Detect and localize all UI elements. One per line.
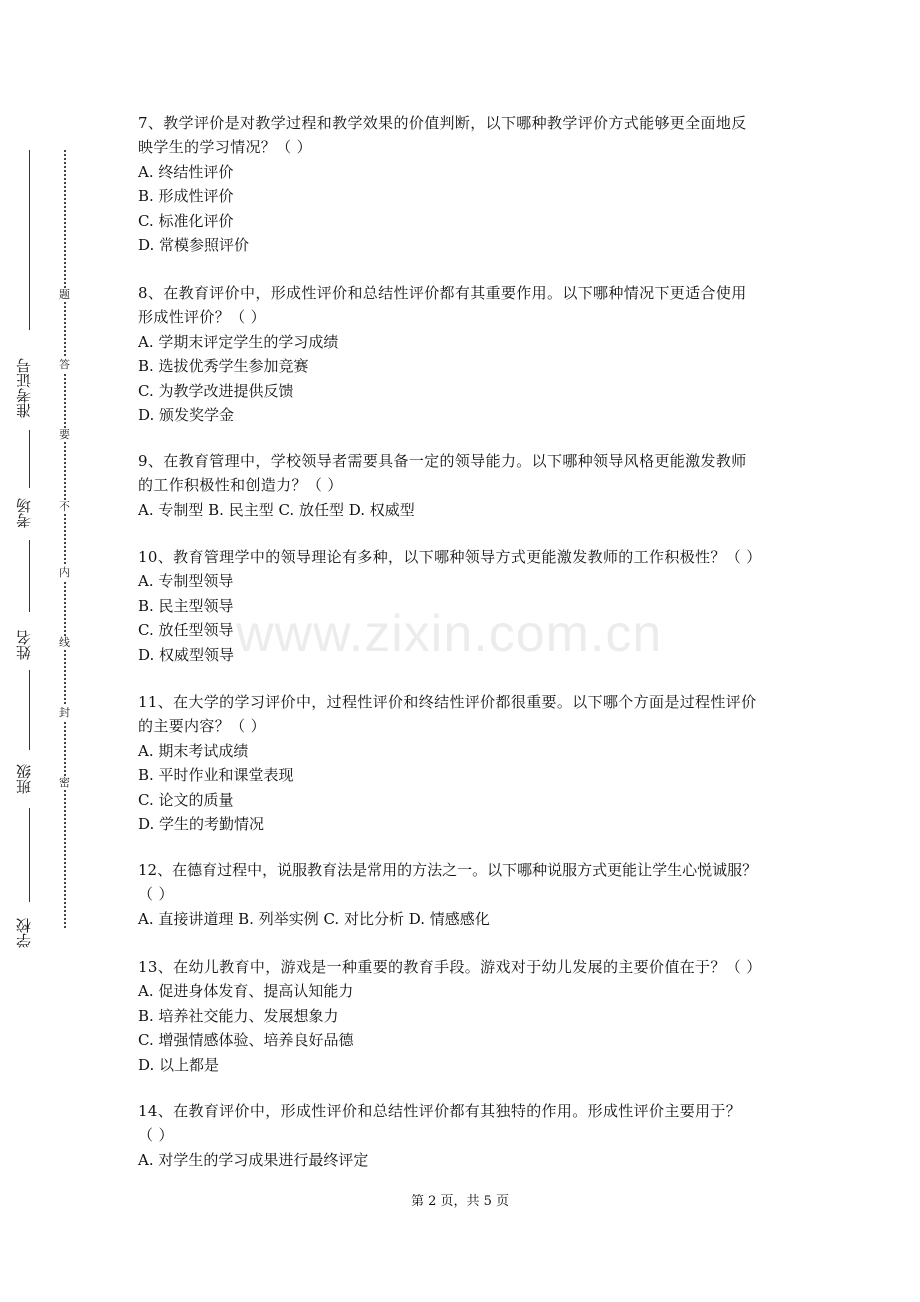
seal-char: 内 (59, 566, 70, 579)
question-14 (138, 1099, 798, 1172)
class-underline (29, 670, 30, 750)
exam-id-underline (29, 150, 30, 330)
seal-char: 题 (59, 288, 70, 301)
question-11 (138, 690, 798, 836)
option: D. 颁发奖学金 (138, 405, 235, 424)
school-underline (29, 808, 30, 902)
exam-room-underline (29, 430, 30, 488)
question-13 (138, 955, 798, 1077)
binding-margin (0, 0, 80, 1302)
exam-id-label: 准考证号 (15, 358, 33, 418)
option: D. 学生的考勤情况 (138, 814, 265, 833)
question-10 (138, 545, 798, 667)
exam-room-label: 考场 (15, 498, 33, 528)
option: B. 形成性评价 (138, 187, 234, 206)
question-stem: 9、在教育管理中，学校领导者需要具备一定的领导能力。以下哪种领导风格更能激发教师 (138, 452, 747, 470)
question-stem: 12、在德育过程中，说服教育法是常用的方法之一。以下哪种说服方式更能让学生心悦诚服？ (138, 861, 758, 879)
question-12 (138, 858, 798, 931)
seal-char: 线 (59, 636, 70, 649)
question-stem: 8、在教育评价中，形成性评价和总结性评价都有其重要作用。以下哪种情况下更适合使用 (138, 284, 747, 302)
question-stem: （ ） (138, 1126, 174, 1145)
option: B. 民主型领导 (138, 596, 234, 615)
page-footer: 第 2 页，共 5 页 (410, 1194, 510, 1209)
option: A. 终结性评价 (138, 162, 234, 181)
option: D. 常模参照评价 (138, 235, 250, 254)
watermark: www.zixin.com.cn (236, 605, 663, 663)
option: C. 标准化评价 (138, 211, 234, 230)
seal-dotted-line (64, 150, 66, 928)
seal-char: 封 (59, 706, 70, 719)
question-stem: 形成性评价？（ ） (138, 308, 266, 327)
question-stem: 10、教育管理学中的领导理论有多种，以下哪种领导方式更能激发教师的工作积极性？（ ） (138, 548, 762, 566)
option: A. 专制型 B. 民主型 C. 放任型 D. 权威型 (138, 500, 415, 519)
option: D. 以上都是 (138, 1055, 220, 1074)
question-stem: 14、在教育评价中，形成性评价和总结性评价都有其独特的作用。形成性评价主要用于？ (138, 1102, 742, 1120)
option: B. 平时作业和课堂表现 (138, 766, 294, 785)
question-stem: 7、教学评价是对教学过程和教学效果的价值判断，以下哪种教学评价方式能够更全面地反 (138, 114, 747, 132)
seal-char: 要 (59, 428, 70, 441)
question-stem: 的工作积极性和创造力？（ ） (138, 476, 343, 495)
seal-char: 密 (59, 776, 70, 789)
option: A. 促进身体发育、提高认知能力 (138, 982, 354, 1001)
question-stem: （ ） (138, 885, 174, 904)
option: C. 放任型领导 (138, 621, 234, 640)
option: A. 期末考试成绩 (138, 741, 249, 760)
option: C. 为教学改进提供反馈 (138, 381, 294, 400)
question-stem: 的主要内容？（ ） (138, 717, 266, 736)
class-label: 班级 (15, 764, 33, 794)
option: A. 对学生的学习成果进行最终评定 (138, 1150, 369, 1169)
question-7 (138, 111, 798, 257)
name-underline (29, 540, 30, 612)
option: B. 选拔优秀学生参加竞赛 (138, 357, 309, 376)
option: A. 学期末评定学生的学习成绩 (138, 332, 339, 351)
option: C. 论文的质量 (138, 790, 234, 809)
question-stem: 映学生的学习情况？（ ） (138, 138, 312, 157)
option: C. 增强情感体验、培养良好品德 (138, 1031, 354, 1050)
question-9 (138, 449, 798, 522)
option: A. 直接讲道理 B. 列举实例 C. 对比分析 D. 情感感化 (138, 909, 490, 928)
question-stem: 13、在幼儿教育中，游戏是一种重要的教育手段。游戏对于幼儿发展的主要价值在于？（ ） (138, 958, 762, 976)
seal-char: 不 (59, 500, 70, 513)
school-label: 学校 (15, 918, 33, 948)
option: A. 专制型领导 (138, 572, 234, 591)
question-8 (138, 281, 798, 427)
option: D. 权威型领导 (138, 645, 235, 664)
question-stem: 11、在大学的学习评价中，过程性评价和终结性评价都很重要。以下哪个方面是过程性评价 (138, 693, 757, 711)
seal-char: 答 (59, 358, 70, 371)
option: B. 培养社交能力、发展想象力 (138, 1006, 339, 1025)
name-label: 姓名 (15, 630, 33, 660)
